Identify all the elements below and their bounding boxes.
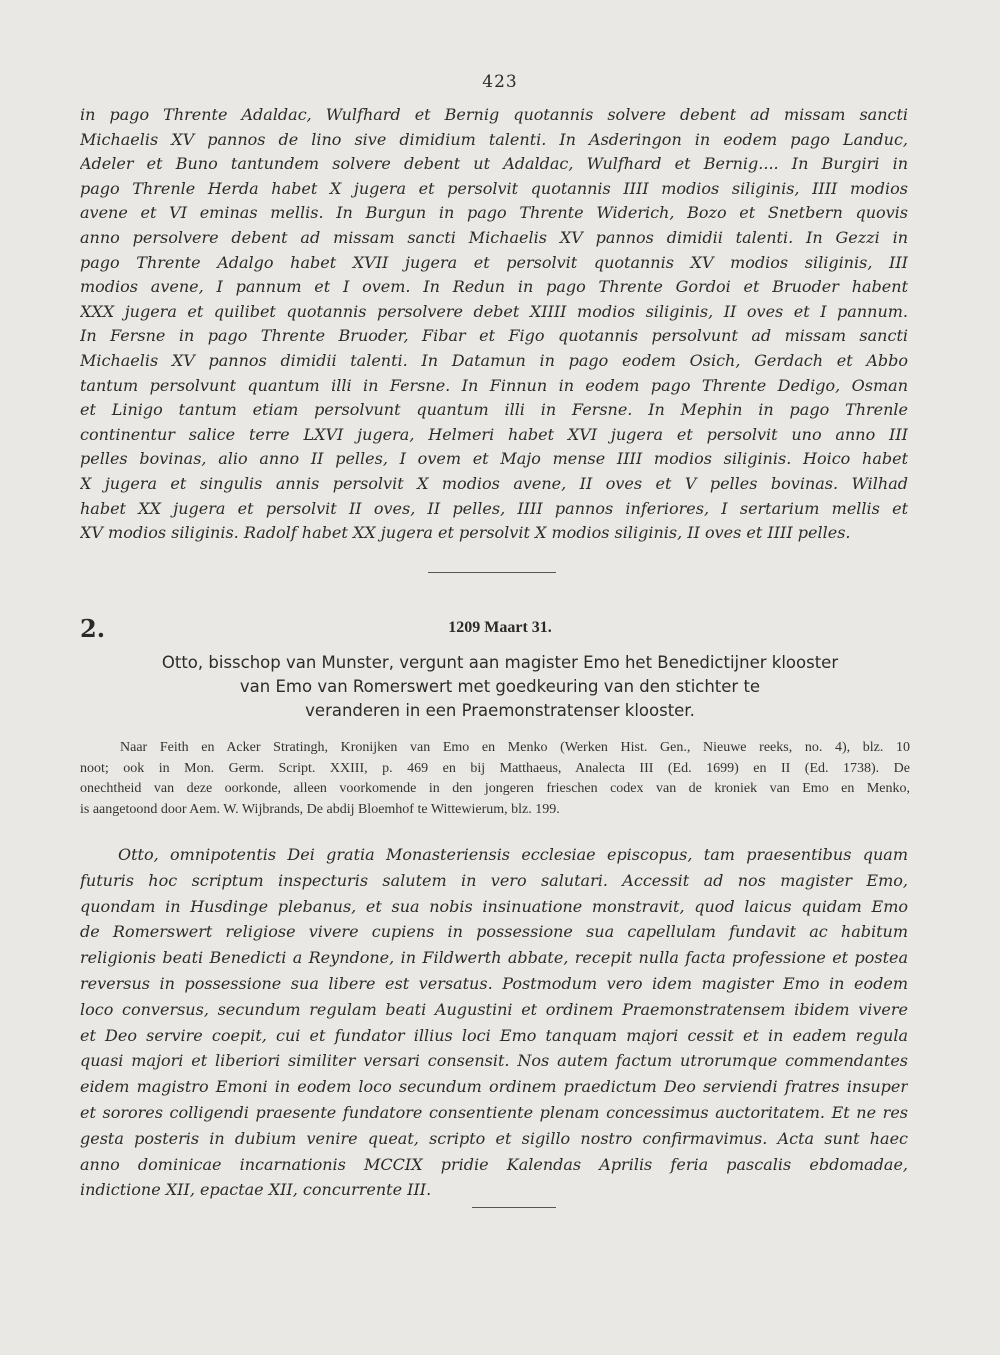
text-line: Michaelis XV pannos dimidii talenti. In Datamun in pago eodem Osich, Gerdach et Abbo: [80, 350, 908, 370]
text-line: Otto, omnipotentis Dei gratia Monasteriensis ecclesiae episcopus, tam praesentibus quam: [118, 845, 908, 864]
text-line: et Deo servire coepit, cui et fundator illius loci Emo tanquam majori cessit et in eadem regula: [80, 1025, 908, 1045]
text-line: et sorores colligendi praesente fundatore consentiente plenam concessimus auctoritatem. Et ne res: [80, 1102, 908, 1122]
end-divider: [472, 1207, 556, 1208]
latin-text-block-top: [80, 103, 908, 546]
text-line: In Fersne in pago Thrente Bruoder, Fibar et Figo quotannis persolvunt ad missam sancti: [80, 326, 908, 346]
text-line: Michaelis XV pannos de lino sive dimidium talenti. In Asderingon in eodem pago Landuc,: [80, 129, 908, 149]
text-line: XV modios siliginis. Radolf habet XX jugera et persolvit X modios siliginis, II oves et IIII pelles.: [80, 523, 851, 543]
note-line: noot; ook in Mon. Germ. Script. XXIII, p. 469 en bij Matthaeus, Analecta III (Ed. 1699) en II (Ed. 1738). De: [80, 760, 910, 776]
section-divider: [428, 572, 556, 573]
text-line: anno persolvere debent ad missam sancti Michaelis XV pannos dimidii talenti. In Gezzi in: [80, 227, 908, 247]
text-line: eidem magistro Emoni in eodem loco secundum ordinem praedictum Deo serviendi fratres insuper: [80, 1077, 908, 1097]
text-line: pago Threnle Herda habet X jugera et persolvit quotannis IIII modios siliginis, IIII modios: [80, 178, 908, 198]
text-line: indictione XII, epactae XII, concurrente III.: [80, 1180, 432, 1200]
charter-text: [80, 842, 908, 1203]
text-line: pago Thrente Adalgo habet XVII jugera et persolvit quotannis XV modios siliginis, III: [80, 252, 908, 272]
note-line: Naar Feith en Acker Stratingh, Kronijken van Emo en Menko (Werken Hist. Gen., Nieuwe reeks, no. 4), blz. 10: [120, 740, 910, 755]
page-number: 423: [482, 72, 518, 92]
text-line: Adeler et Buno tantundem solvere debent ut Adaldac, Wulfhard et Bernig.... In Burgiri in: [80, 154, 908, 174]
summary-line: Otto, bisschop van Munster, vergunt aan magister Emo het Benedictijner klooster: [161, 653, 839, 672]
text-line: continentur salice terre LXVI jugera, Helmeri habet XVI jugera et persolvit uno anno III: [80, 424, 908, 444]
note-line: onechtheid van deze oorkonde, alleen voorkomende in den jongeren frieschen codex van de kroniek van Emo en Menko,: [80, 781, 910, 796]
text-line: modios avene, I pannum et I ovem. In Redun in pago Thrente Gordoi et Bruoder habent: [80, 277, 908, 297]
source-note: [80, 738, 910, 820]
summary-line: veranderen in een Praemonstratenser klooster.: [305, 701, 695, 720]
text-line: futuris hoc scriptum inspecturis salutem in vero salutari. Accessit ad nos magister Emo,: [80, 870, 908, 890]
text-line: de Romerswert religiose vivere cupiens in possessione sua capellulam fundavit ac habitum: [80, 922, 908, 942]
text-line: tantum persolvunt quantum illi in Fersne. In Finnun in eodem pago Thrente Dedigo, Osman: [80, 375, 908, 395]
text-line: in pago Thrente Adaldac, Wulfhard et Bernig quotannis solvere debent ad missam sancti: [80, 105, 908, 124]
text-line: quondam in Husdinge plebanus, et sua nobis insinuatione monstravit, quod laicus quidam Emo: [80, 896, 908, 916]
text-line: religionis beati Benedicti a Reyndone, in Fildwerth abbate, recepit nulla facta professione et postea: [80, 948, 908, 968]
text-line: gesta posteris in dubium venire queat, scripto et sigillo nostro confirmavimus. Acta sunt haec: [80, 1128, 908, 1148]
text-line: pelles bovinas, alio anno II pelles, I ovem et Majo mense IIII modios siliginis. Hoico habet: [80, 449, 908, 469]
text-line: quasi majori et liberiori similiter versari consensit. Nos autem factum utrorumque commendantes: [80, 1051, 908, 1071]
summary-line: van Emo van Romerswert met goedkeuring van den stichter te: [239, 677, 761, 696]
text-line: habet XX jugera et persolvit II oves, II pelles, IIII pannos inferiores, I sertarium mellis et: [80, 498, 908, 518]
document-summary: [100, 651, 900, 723]
note-line: is aangetoond door Aem. W. Wijbrands, De abdij Bloemhof te Wittewierum, blz. 199.: [80, 801, 560, 817]
text-line: et Linigo tantum etiam persolvunt quantum illi in Fersne. In Mephin in pago Threnle: [80, 400, 908, 420]
text-line: XXX jugera et quilibet quotannis persolvere debet XIIII modios siliginis, II oves et I pannum.: [80, 301, 908, 321]
document-number: 2.: [80, 614, 106, 643]
text-line: avene et VI eminas mellis. In Burgun in pago Thrente Widerich, Bozo et Snetbern quovis: [80, 203, 908, 223]
text-line: loco conversus, secundum regulam beati Augustini et ordinem Praemonstratensem ibidem vivere: [80, 999, 908, 1019]
text-line: reversus in possessione sua libere est versatus. Postmodum vero idem magister Emo in eodem: [80, 973, 908, 993]
text-line: X jugera et singulis annis persolvit X modios avene, II oves et V pelles bovinas. Wilhad: [80, 473, 908, 493]
document-date: 1209 Maart 31.: [448, 619, 552, 636]
text-line: anno dominicae incarnationis MCCIX pridie Kalendas Aprilis feria pascalis ebdomadae,: [80, 1154, 908, 1174]
